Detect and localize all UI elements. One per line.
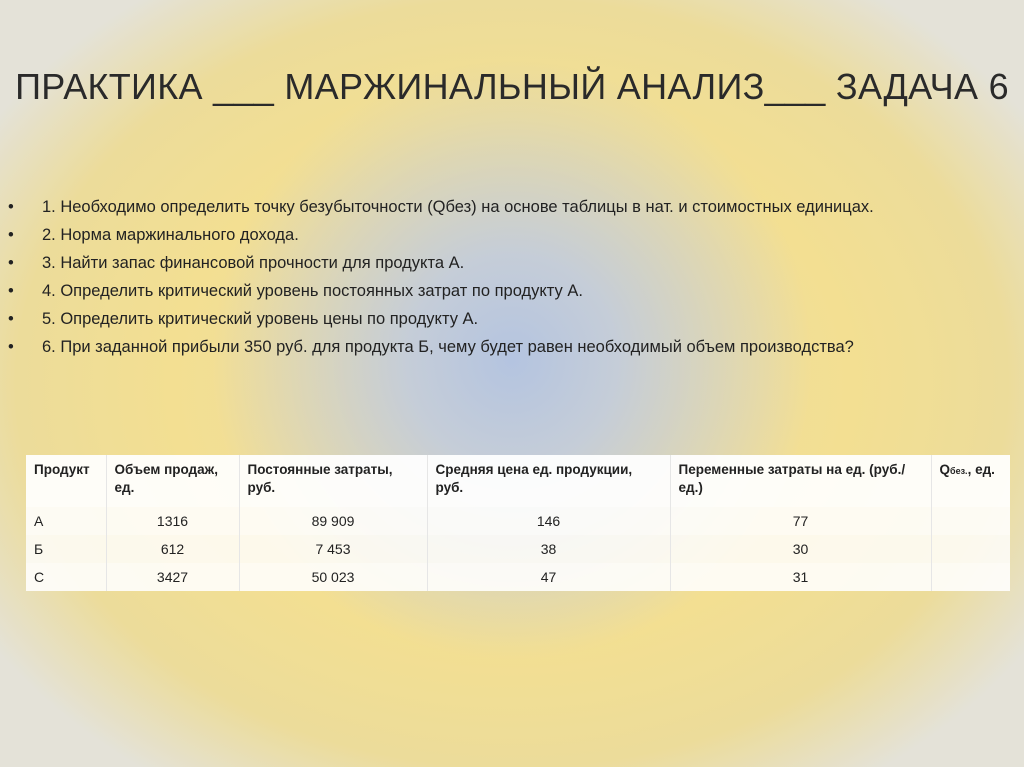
task-text: 4. Определить критический уровень постоянных затрат по продукту А.: [42, 282, 583, 300]
cell-product: С: [26, 563, 106, 591]
cell-breakeven-qty: [931, 535, 1010, 563]
task-item: [8, 223, 1008, 251]
header-q: Q: [939, 462, 951, 477]
task-text: 6. При заданной прибыли 350 руб. для продукта Б, чему будет равен необходимый объем производства?: [42, 338, 854, 356]
cell-breakeven-qty: [931, 563, 1010, 591]
task-text: 2. Норма маржинального дохода.: [42, 226, 299, 244]
bullet: •: [8, 198, 14, 216]
cell-product: Б: [26, 535, 106, 563]
cell-fixed-costs: 7 453: [239, 535, 427, 563]
cell-sales-volume: 612: [106, 535, 239, 563]
table-header-row: [26, 455, 1010, 507]
table-row: [26, 563, 1010, 591]
cell-sales-volume: 3427: [106, 563, 239, 591]
cell-breakeven-qty: [931, 507, 1010, 535]
header-average-price: Средняя цена ед. продукции, руб.: [427, 455, 670, 507]
cell-product: А: [26, 507, 106, 535]
table-row: [26, 507, 1010, 535]
header-breakeven-qty: [931, 455, 1010, 507]
table-row: [26, 535, 1010, 563]
bullet: •: [8, 254, 14, 272]
header-fixed-costs: Постоянные затраты, руб.: [239, 455, 427, 507]
task-text: 3. Найти запас финансовой прочности для продукта А.: [42, 254, 465, 272]
cell-variable-costs: 30: [670, 535, 931, 563]
cell-variable-costs: 31: [670, 563, 931, 591]
cell-average-price: 47: [427, 563, 670, 591]
task-text: 1. Необходимо определить точку безубыточности (Qбез) на основе таблицы в нат. и стоимостных единицах.: [42, 198, 874, 216]
bullet: •: [8, 338, 14, 356]
header-q-sub: без.: [950, 466, 968, 476]
cell-fixed-costs: 50 023: [239, 563, 427, 591]
task-item: [8, 251, 1008, 279]
bullet: •: [8, 310, 14, 328]
task-item: [8, 335, 1008, 363]
cell-sales-volume: 1316: [106, 507, 239, 535]
cell-variable-costs: 77: [670, 507, 931, 535]
task-item: [8, 307, 1008, 335]
cell-average-price: 146: [427, 507, 670, 535]
task-list: [8, 195, 1008, 363]
header-sales-volume: Объем продаж, ед.: [106, 455, 239, 507]
task-item: [8, 195, 1008, 223]
product-table: [26, 455, 1010, 591]
cell-fixed-costs: 89 909: [239, 507, 427, 535]
header-product: Продукт: [26, 455, 106, 507]
cell-average-price: 38: [427, 535, 670, 563]
header-q-rest: , ед.: [967, 462, 995, 477]
header-variable-costs: Переменные затраты на ед. (руб./ед.): [670, 455, 931, 507]
task-item: [8, 279, 1008, 307]
slide-title: ПРАКТИКА ___ МАРЖИНАЛЬНЫЙ АНАЛИЗ___ ЗАДАЧА 6: [15, 66, 1009, 107]
task-text: 5. Определить критический уровень цены по продукту А.: [42, 310, 479, 328]
bullet: •: [8, 282, 14, 300]
bullet: •: [8, 226, 14, 244]
